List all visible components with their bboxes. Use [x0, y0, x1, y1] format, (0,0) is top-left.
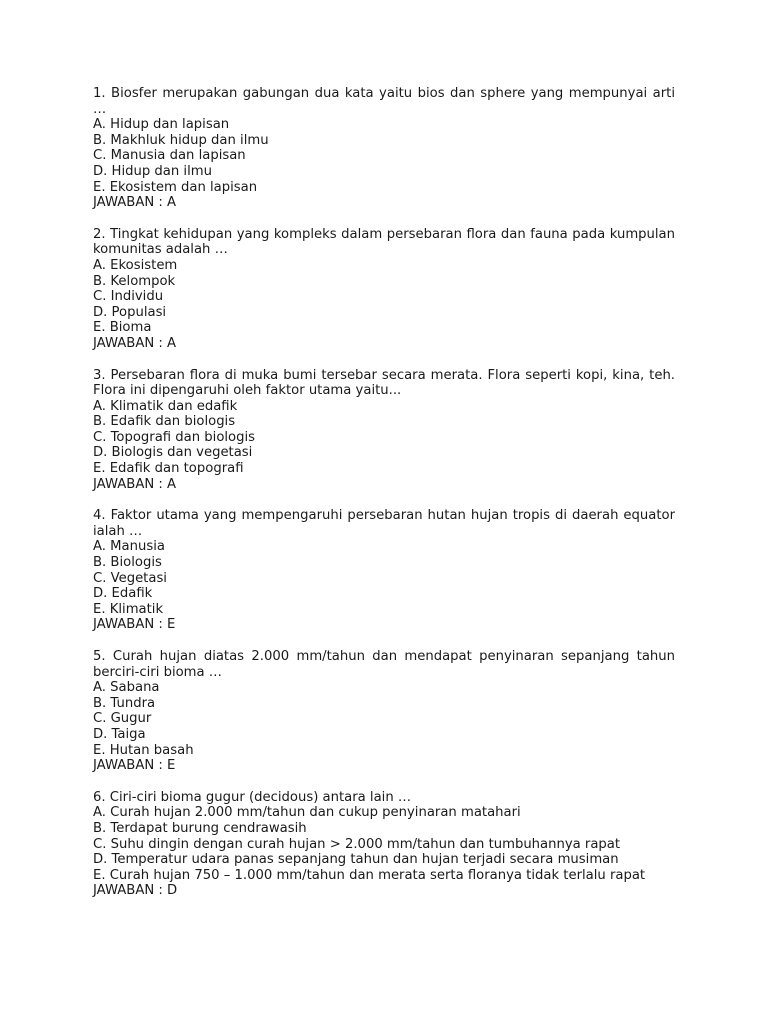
- option-c: C. Manusia dan lapisan: [93, 148, 246, 164]
- option-a: A. Curah hujan 2.000 mm/tahun dan cukup penyinaran matahari: [93, 805, 521, 821]
- question-text: 5. Curah hujan diatas 2.000 mm/tahun dan mendapat penyinaran sepanjang tahun berciri-ciri bioma …: [93, 649, 675, 680]
- question-text: 3. Persebaran flora di muka bumi tersebar secara merata. Flora seperti kopi, kina, teh. Flora ini dipengaruhi oleh faktor utama yaitu...: [93, 367, 675, 399]
- option-e: E. Edafik dan topografi: [93, 461, 244, 477]
- answer-line: JAWABAN : A: [93, 476, 177, 492]
- question-6: [93, 790, 675, 899]
- option-e: E. Curah hujan 750 – 1.000 mm/tahun dan merata serta floranya tidak terlalu rapat: [93, 867, 646, 883]
- answer-line: JAWABAN : A: [93, 195, 177, 211]
- answer-line: JAWABAN : E: [93, 617, 176, 633]
- document-page: [93, 86, 675, 915]
- question-3: [93, 368, 675, 493]
- question-text: 1. Biosfer merupakan gabungan dua kata yaitu bios dan sphere yang mempunyai arti …: [93, 86, 675, 117]
- option-b: B. Kelompok: [93, 273, 176, 289]
- option-c: C. Topografi dan biologis: [93, 429, 256, 445]
- question-4: [93, 508, 675, 633]
- option-b: B. Terdapat burung cendrawasih: [93, 820, 307, 836]
- option-c: C. Individu: [93, 289, 164, 305]
- question-1: [93, 86, 675, 211]
- question-2: [93, 227, 675, 352]
- option-e: E. Klimatik: [93, 601, 164, 617]
- option-b: B. Tundra: [93, 695, 156, 711]
- option-d: D. Biologis dan vegetasi: [93, 445, 253, 461]
- answer-line: JAWABAN : E: [93, 758, 176, 774]
- question-5: [93, 649, 675, 774]
- option-a: A. Hidup dan lapisan: [93, 117, 230, 133]
- option-d: D. Populasi: [93, 304, 167, 320]
- question-text: 2. Tingkat kehidupan yang kompleks dalam persebaran flora dan fauna pada kumpulan komunitas adalah …: [93, 226, 675, 258]
- option-c: C. Suhu dingin dengan curah hujan > 2.000 mm/tahun dan tumbuhannya rapat: [93, 836, 621, 852]
- option-e: E. Hutan basah: [93, 742, 194, 758]
- option-d: D. Taiga: [93, 726, 146, 742]
- option-a: A. Ekosistem: [93, 257, 178, 273]
- answer-line: JAWABAN : A: [93, 335, 177, 351]
- option-d: D. Hidup dan ilmu: [93, 163, 212, 179]
- question-text: 6. Ciri-ciri bioma gugur (decidous) antara lain …: [93, 789, 412, 805]
- option-a: A. Klimatik dan edafik: [93, 398, 238, 414]
- option-c: C. Gugur: [93, 711, 152, 727]
- option-a: A. Sabana: [93, 680, 160, 696]
- option-d: D. Edafik: [93, 586, 153, 602]
- option-b: B. Edafik dan biologis: [93, 414, 236, 430]
- option-a: A. Manusia: [93, 539, 165, 555]
- option-e: E. Bioma: [93, 320, 152, 336]
- option-c: C. Vegetasi: [93, 570, 167, 586]
- option-b: B. Makhluk hidup dan ilmu: [93, 132, 269, 148]
- option-d: D. Temperatur udara panas sepanjang tahun dan hujan terjadi secara musiman: [93, 852, 619, 868]
- option-b: B. Biologis: [93, 555, 162, 571]
- option-e: E. Ekosistem dan lapisan: [93, 179, 258, 195]
- question-text: 4. Faktor utama yang mempengaruhi persebaran hutan hujan tropis di daerah equator ialah …: [93, 508, 675, 539]
- answer-line: JAWABAN : D: [93, 883, 178, 899]
